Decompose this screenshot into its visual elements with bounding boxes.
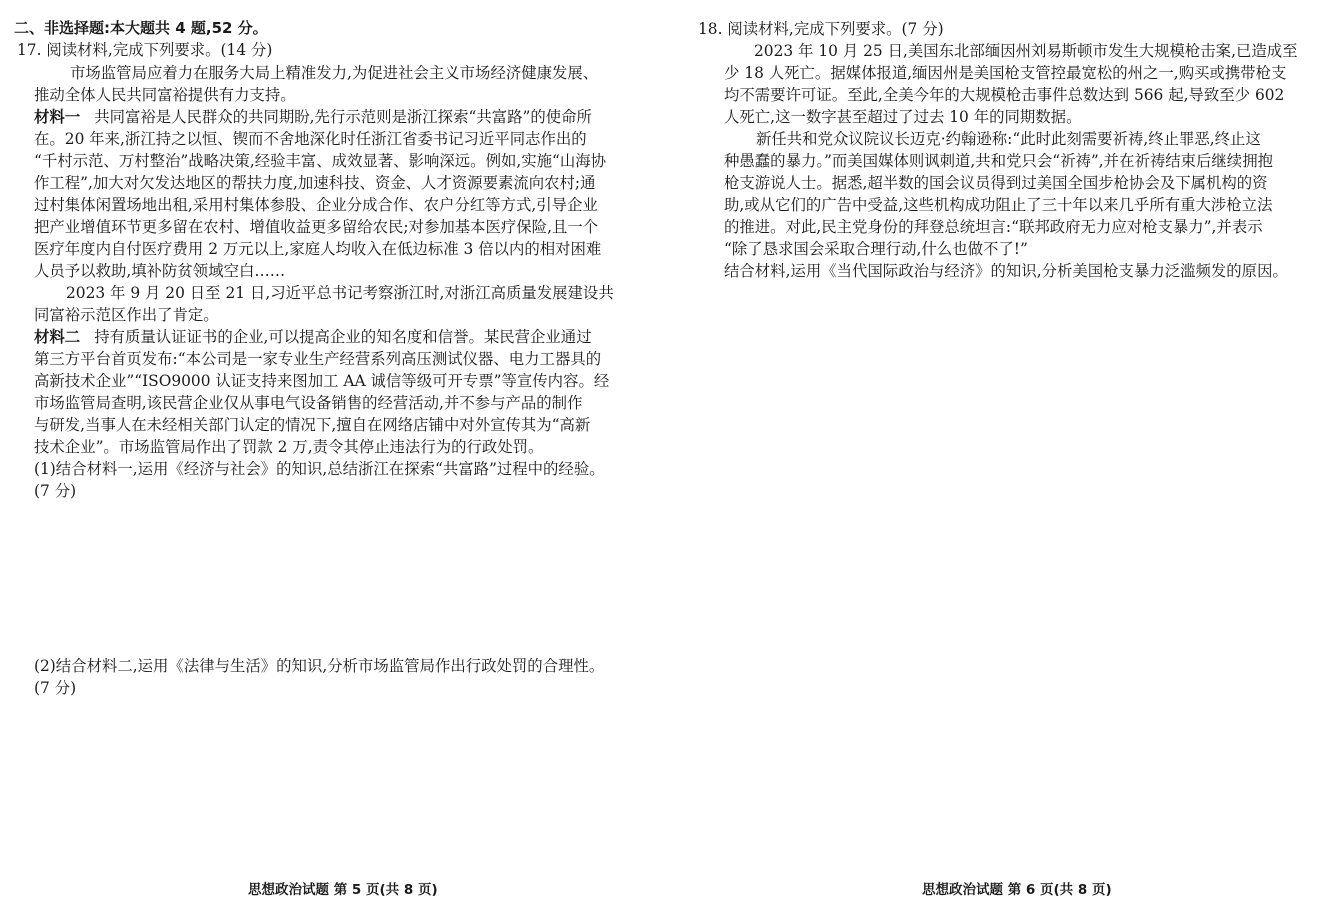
material-one-line: 医疗年度内自付医疗费用 2 万元以上,家庭人均收入在低边标准 3 倍以内的相对困难 xyxy=(34,240,602,258)
q18-p2-line: 枪支游说人士。据悉,超半数的国会议员得到过美国全国步枪协会及下属机构的资 xyxy=(724,174,1268,192)
sub-question-1-score: (7 分) xyxy=(34,482,77,500)
q18-p1-line: 2023 年 10 月 25 日,美国东北部缅因州刘易斯顿市发生大规模枪击案,已造成至 xyxy=(754,42,1298,60)
q17-header: 17. 阅读材料,完成下列要求。(14 分) xyxy=(17,41,273,59)
q18-p2-line: 种愚蠢的暴力。”而美国媒体则讽刺道,共和党只会“祈祷”,并在祈祷结束后继续拥抱 xyxy=(724,152,1273,170)
q17-intro-line: 市场监管局应着力在服务大局上精准发力,为促进社会主义市场经济健康发展、 xyxy=(70,64,599,82)
q18-header: 18. 阅读材料,完成下列要求。(7 分) xyxy=(698,20,944,38)
sub-question-1: (1)结合材料一,运用《经济与社会》的知识,总结浙江在探索“共富路”过程中的经验。 xyxy=(34,460,605,478)
q18-p1-line: 人死亡,这一数字甚至超过了过去 10 年的同期数据。 xyxy=(724,108,1082,126)
material-two-line: 与研发,当事人在未经相关部门认定的情况下,擅自在网络店铺中对外宣传其为“高新 xyxy=(34,416,591,434)
material-one-p2-line: 2023 年 9 月 20 日至 21 日,习近平总书记考察浙江时,对浙江高质量发展建设共 xyxy=(66,284,614,302)
material-two-text: 持有质量认证证书的企业,可以提高企业的知名度和信誉。某民营企业通过 xyxy=(94,328,592,346)
q18-p2-line: “除了恳求国会采取合理行动,什么也做不了!” xyxy=(724,240,1028,258)
q18-p1-line: 少 18 人死亡。据媒体报道,缅因州是美国枪支管控最宽松的州之一,购买或携带枪支 xyxy=(724,64,1287,82)
q18-p2-line: 新任共和党众议院议长迈克·约翰逊称:“此时此刻需要祈祷,终止罪恶,终止这 xyxy=(756,130,1261,148)
q18-p2-line: 助,或从它们的广告中受益,这些机构成功阻止了三十年以来几乎所有重大涉枪立法 xyxy=(724,196,1273,214)
material-two-line: 技术企业”。市场监管局作出了罚款 2 万,责令其停止违法行为的行政处罚。 xyxy=(34,438,544,456)
material-two-label: 材料二 xyxy=(34,328,81,346)
sub-question-2-score: (7 分) xyxy=(34,679,77,697)
page-footer-right: 思想政治试题 第 6 页(共 8 页) xyxy=(922,882,1112,898)
material-one-line: 过村集体闲置场地出租,采用村集体参股、企业分成合作、农户分红等方式,引导企业 xyxy=(34,196,598,214)
material-one-first-line xyxy=(34,107,592,128)
material-one-line: 人员予以救助,填补防贫领域空白…… xyxy=(34,262,286,280)
material-two-line: 第三方平台首页发布:“本公司是一家专业生产经营系列高压测试仪器、电力工器具的 xyxy=(34,350,602,368)
q18-task: 结合材料,运用《当代国际政治与经济》的知识,分析美国枪支暴力泛滥频发的原因。 xyxy=(724,262,1288,280)
material-one-line: 在。20 年来,浙江持之以恒、锲而不舍地深化时任浙江省委书记习近平同志作出的 xyxy=(34,130,587,148)
q18-p2-line: 的推进。对此,民主党身份的拜登总统坦言:“联邦政府无力应对枪支暴力”,并表示 xyxy=(724,218,1263,236)
material-one-line: 作工程”,加大对欠发达地区的帮扶力度,加速科技、资金、人才资源要素流向农村;通 xyxy=(34,174,596,192)
material-one-line: “千村示范、万村整治”战略决策,经验丰富、成效显著、影响深远。例如,实施“山海协 xyxy=(34,152,607,170)
material-two-line: 高新技术企业”“ISO9000 认证支持来图加工 AA 诚信等级可开专票”等宣传内容。经 xyxy=(34,372,610,390)
material-one-text: 共同富裕是人民群众的共同期盼,先行示范则是浙江探索“共富路”的使命所 xyxy=(94,108,592,126)
sub-question-2: (2)结合材料二,运用《法律与生活》的知识,分析市场监管局作出行政处罚的合理性。 xyxy=(34,657,605,675)
q17-intro-line: 推动全体人民共同富裕提供有力支持。 xyxy=(34,86,296,104)
material-one-line: 把产业增值环节更多留在农村、增值收益更多留给农民;对参加基本医疗保险,且一个 xyxy=(34,218,599,236)
material-one-label: 材料一 xyxy=(34,108,81,126)
material-two-first-line xyxy=(34,327,592,348)
material-one-p2-line: 同富裕示范区作出了肯定。 xyxy=(34,306,219,324)
section-title: 二、非选择题:本大题共 4 题,52 分。 xyxy=(14,19,268,37)
page-footer-left: 思想政治试题 第 5 页(共 8 页) xyxy=(248,882,438,898)
material-two-line: 市场监管局查明,该民营企业仅从事电气设备销售的经营活动,并不参与产品的制作 xyxy=(34,394,583,412)
q18-p1-line: 均不需要许可证。至此,全美今年的大规模枪击事件总数达到 566 起,导致至少 602 xyxy=(724,86,1285,104)
